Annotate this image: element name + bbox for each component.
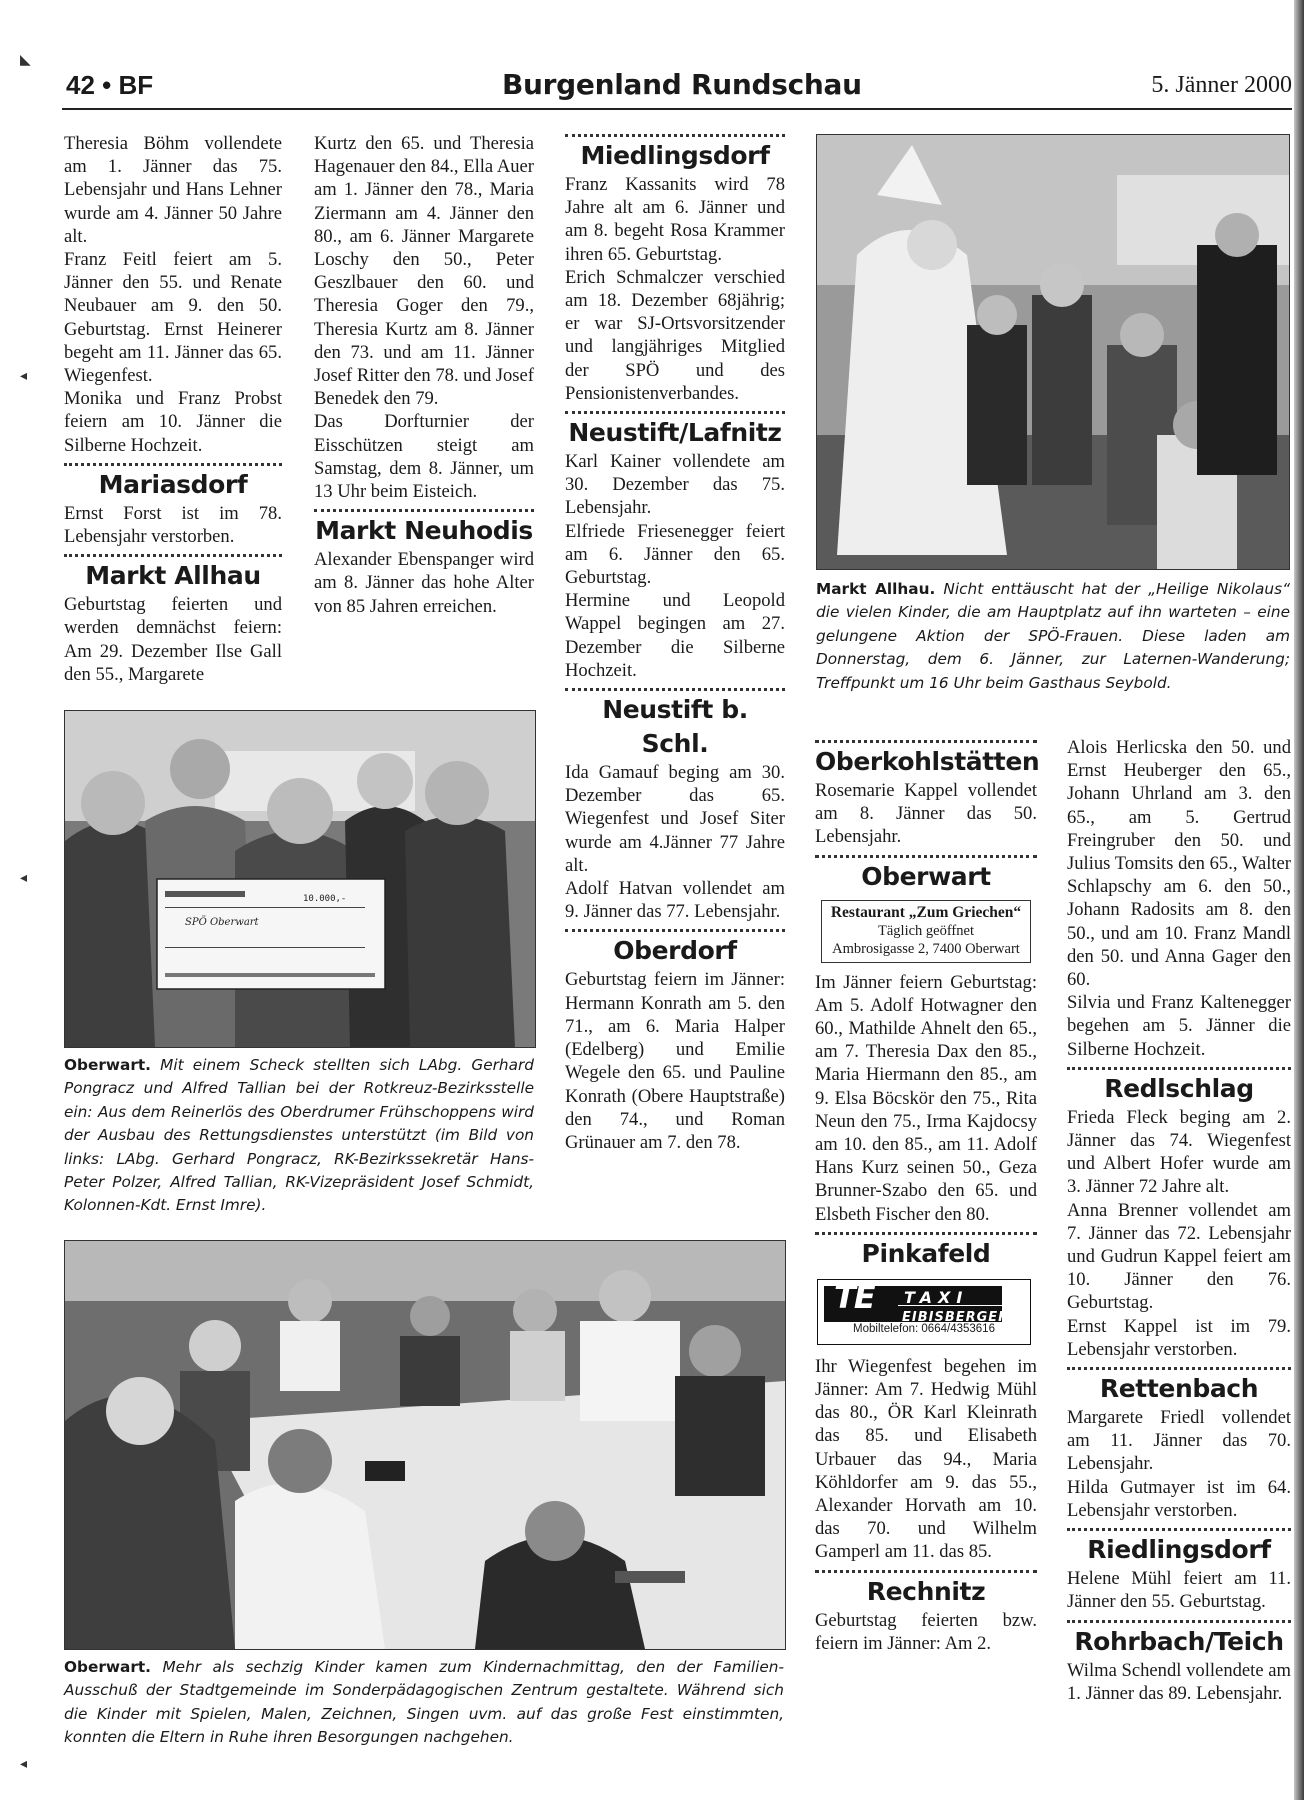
section-heading-mariasdorf: Mariasdorf [64, 463, 282, 502]
section-heading-markt-allhau: Markt Allhau [64, 554, 282, 593]
photo-kindernachmittag [64, 1240, 786, 1650]
paragraph: Frieda Fleck beging am 2. Jänner das 74. Wiegenfest und Albert Hofer wurde am 3. Jänner 72 Jahre alt. [1067, 1106, 1291, 1198]
page-header [62, 66, 1292, 110]
ad-title: Restaurant „Zum Griechen“ [830, 903, 1022, 921]
photo-caption-kinder [64, 1656, 784, 1750]
paragraph: Franz Feitl feiert am 5. Jänner den 55. und Renate Neubauer am 9. den 50. Geburtstag. Ernst Heinerer begeht am 11. Jänner das 65. Wiegenfest. [64, 249, 282, 387]
paragraph: Geburtstag feiern im Jänner: Hermann Konrath am 5. den 71., am 6. Maria Halper (Edelberg) und Emilie Wegele den 65. und Pauline Konrath (Obere Hauptstraße) den 74., und Roman Grünauer am 7. den 78. [565, 969, 785, 1153]
section-heading-oberdorf: Oberdorf [565, 929, 785, 968]
paragraph: Elfriede Friesenegger feiert am 6. Jänner den 65. Geburtstag. [565, 520, 785, 589]
ad-address: Ambrosigasse 2, 7400 Oberwart [832, 940, 1020, 957]
paragraph: Franz Kassanits wird 78 Jahre alt am 6. Jänner und am 8. begeht Rosa Krammer ihren 65. Geburtstag. [565, 174, 785, 265]
paragraph: Im Jänner feiern Geburtstag: Am 5. Adolf Hotwagner den 60., Mathilde Ahnelt den 65., am 7. Theresia Dax den 85., Maria Hiermann den 85., am 9. Elsa Böcskör den 75., Rita Neun den 75., Irma Kajdocsy am 10. den 85., am 11. Adolf Hans Kurz seinen 50., Geza Brunner-Szabo den 65. und Elsbeth Fischer den 80. [815, 971, 1037, 1225]
paragraph: Kurtz den 65. und Theresia Hagenauer den 84., Ella Auer am 1. Jänner den 78., Maria Ziermann am 4. Jänner den 80., am 6. Jänner Margarete Loschy den 50., Peter Geszlbauer den 60. und Theresia Goger den 79., Theresia Kurtz am 8. Jänner den 73. und am 11. Jänner Josef Ritter den 78. und Josef Benedek den 79. [314, 133, 534, 410]
paragraph: Theresia Böhm vollendete am 1. Jänner das 75. Lebensjahr und Hans Lehner wurde am 4. Jänner 50 Jahre alt. [64, 133, 282, 247]
paragraph: Ida Gamauf beging am 30. Dezember das 65. Wiegenfest und Josef Siter wurde am 4.Jänner 77 Jahre alt. [565, 762, 785, 876]
taxi-logo-initials: TE [834, 1277, 874, 1316]
column-1 [64, 132, 282, 686]
paragraph: Helene Mühl feiert am 11. Jänner den 55. Geburtstag. [1067, 1568, 1291, 1613]
section-heading-miedlingsdorf: Miedlingsdorf [565, 134, 785, 173]
paragraph: Silvia und Franz Kaltenegger begehen am 5. Jänner die Silberne Hochzeit. [1067, 992, 1291, 1060]
column-4 [815, 740, 1040, 1655]
section-heading-pinkafeld: Pinkafeld [815, 1232, 1037, 1271]
column-2 [314, 132, 534, 618]
paragraph: Adolf Hatvan vollendet am 9. Jänner das 77. Lebensjahr. [565, 878, 785, 923]
photo-caption-nikolaus [816, 578, 1290, 695]
section-heading-neustift-lafnitz: Neustift/Lafnitz [565, 411, 785, 450]
ad-hours: Täglich geöffnet [878, 922, 974, 939]
scan-margin-mark: ◂ [20, 368, 28, 384]
caption-text: Mehr als sechzig Kinder kamen zum Kindernachmittag, den der Familien-Ausschuß der Stadtgemeinde im Sonderpädagogischen Zentrum gestaltete. Während sich die Kinder mit Spielen, Malen, Zeichnen, Singen uvm. auf das große Fest einstimmten, konnten die Eltern in Ruhe ihren Besorgungen nachgehen. [64, 1658, 784, 1747]
paragraph: Ernst Forst ist im 78. Lebensjahr verstorben. [64, 502, 282, 548]
paragraph: Geburtstag feierten und werden demnächst feiern: Am 29. Dezember Ilse Gall den 55., Margarete [64, 594, 282, 685]
paragraph: Monika und Franz Probst feiern am 10. Jänner die Silberne Hochzeit. [64, 388, 282, 456]
paragraph: Erich Schmalczer verschied am 18. Dezember 68jährig; er war SJ-Ortsvorsitzender und langjähriges Mitglied der SPÖ und des Pensionistenverbandes. [565, 266, 785, 404]
section-heading-markt-neuhodis: Markt Neuhodis [314, 509, 534, 548]
paragraph: Margarete Friedl vollendet am 11. Jänner das 70. Lebensjahr. [1067, 1407, 1291, 1475]
paragraph: Wilma Schendl vollendete am 1. Jänner das 89. Lebensjahr. [1067, 1659, 1291, 1704]
section-heading-redlschlag: Redlschlag [1067, 1067, 1291, 1106]
caption-place: Oberwart. [64, 1056, 151, 1074]
paragraph: Alexander Ebenspanger wird am 8. Jänner das hohe Alter von 85 Jahren erreichen. [314, 549, 534, 617]
paragraph: Hermine und Leopold Wappel begingen am 27. Dezember die Silberne Hochzeit. [565, 590, 785, 681]
caption-place: Markt Allhau. [816, 580, 936, 598]
page-number: 42 • BF [66, 70, 154, 100]
issue-date: 5. Jänner 2000 [1151, 72, 1292, 98]
section-heading-neustift-schl: Neustift b. Schl. [565, 688, 785, 761]
section-heading-riedlingsdorf: Riedlingsdorf [1067, 1528, 1291, 1567]
caption-text: Nicht enttäuscht hat der „Heilige Nikolaus“ die vielen Kinder, die am Hauptplatz auf ihn warteten – eine gelungene Aktion der SPÖ-Frauen. Diese laden am Donnerstag, dem 6. Jänner, zur Laternen-Wanderung; Treffpunkt um 16 Uhr beim Gasthaus Seybold. [816, 580, 1290, 692]
taxi-ad [817, 1279, 1031, 1345]
photo-scheck-uebergabe [64, 710, 536, 1048]
taxi-logo [824, 1277, 1010, 1325]
scan-margin-mark: ◂ [20, 870, 28, 886]
section-heading-rettenbach: Rettenbach [1067, 1367, 1291, 1406]
paragraph: Geburtstag feierten bzw. feiern im Jänner: Am 2. [815, 1609, 1037, 1654]
paragraph: Karl Kainer vollendete am 30. Dezember das 75. Lebensjahr. [565, 451, 785, 519]
newspaper-title: Burgenland Rundschau [502, 68, 862, 101]
photo-caption-scheck [64, 1054, 534, 1218]
taxi-logo-word: TAXI [904, 1287, 969, 1307]
section-heading-rechnitz: Rechnitz [815, 1570, 1037, 1609]
caption-place: Oberwart. [64, 1658, 151, 1676]
paragraph: Hilda Gutmayer ist im 64. Lebensjahr verstorben. [1067, 1476, 1291, 1521]
photo-nikolaus [816, 134, 1290, 570]
column-5 [1067, 736, 1291, 1705]
paragraph: Alois Herlicska den 50. und Ernst Heuberger den 65., Johann Uhrland am 3. den 65., am 5. Gertrud Freingruber den 50. und Julius Tomsits den 65., Walter Schlapschy am 6. den 50., Johann Radosits am 8. den 50., und am 10. Franz Mandl den 50. und Anna Gager den 60. [1067, 737, 1291, 991]
paragraph: Anna Brenner vollendet am 7. Jänner das 72. Lebensjahr und Gudrun Kappel feiert am 10. Jänner den 76. Geburtstag. [1067, 1199, 1291, 1314]
paragraph: Rosemarie Kappel vollendet am 8. Jänner das 50. Lebensjahr. [815, 780, 1037, 848]
paragraph: Ernst Kappel ist im 79. Lebensjahr verstorben. [1067, 1315, 1291, 1360]
cheque-payee-text: SPÖ Oberwart [185, 917, 259, 928]
section-heading-oberwart: Oberwart [815, 855, 1037, 894]
taxi-logo-name: EIBISBERGER [898, 1305, 1009, 1329]
restaurant-ad [821, 900, 1031, 963]
paragraph: Ihr Wiegenfest begehen im Jänner: Am 7. Hedwig Mühl das 80., ÖR Karl Kleinrath das 85. und Elisabeth Urbauer das 94., Maria Köhldorfer am 9. das 55., Alexander Horvath am 10. das 70. und Wilhelm Gamperl am 11. das 85. [815, 1355, 1037, 1563]
scan-margin-mark: ◣ [20, 52, 31, 68]
taxi-phone: Mobiltelefon: 0664/4353616 [853, 1322, 995, 1335]
cheque-amount-text: 10.000,- [303, 894, 347, 904]
paragraph: Das Dorfturnier der Eisschützen steigt am Samstag, dem 8. Jänner, um 13 Uhr beim Eisteich. [314, 411, 534, 503]
scan-margin-mark: ◂ [20, 1756, 28, 1772]
section-heading-rohrbach-teich: Rohrbach/Teich [1067, 1620, 1291, 1659]
caption-text: Mit einem Scheck stellten sich LAbg. Gerhard Pongracz und Alfred Tallian bei der Rotkreuz-Bezirksstelle ein: Aus dem Reinerlös des Oberdrumer Frühschoppens wird der Ausbau des Rettungsdienstes unterstützt (im Bild von links: LAbg. Gerhard Pongracz, RK-Bezirkssekretär Hans-Peter Polzer, Alfred Tallian, RK-Vizepräsident Josef Schmidt, Kolonnen-Kdt. Ernst Imre). [64, 1056, 534, 1215]
column-3 [565, 134, 785, 1154]
section-heading-oberkohlstaetten: Oberkohlstätten [815, 740, 1037, 779]
page-edge-shadow [1294, 0, 1304, 1800]
